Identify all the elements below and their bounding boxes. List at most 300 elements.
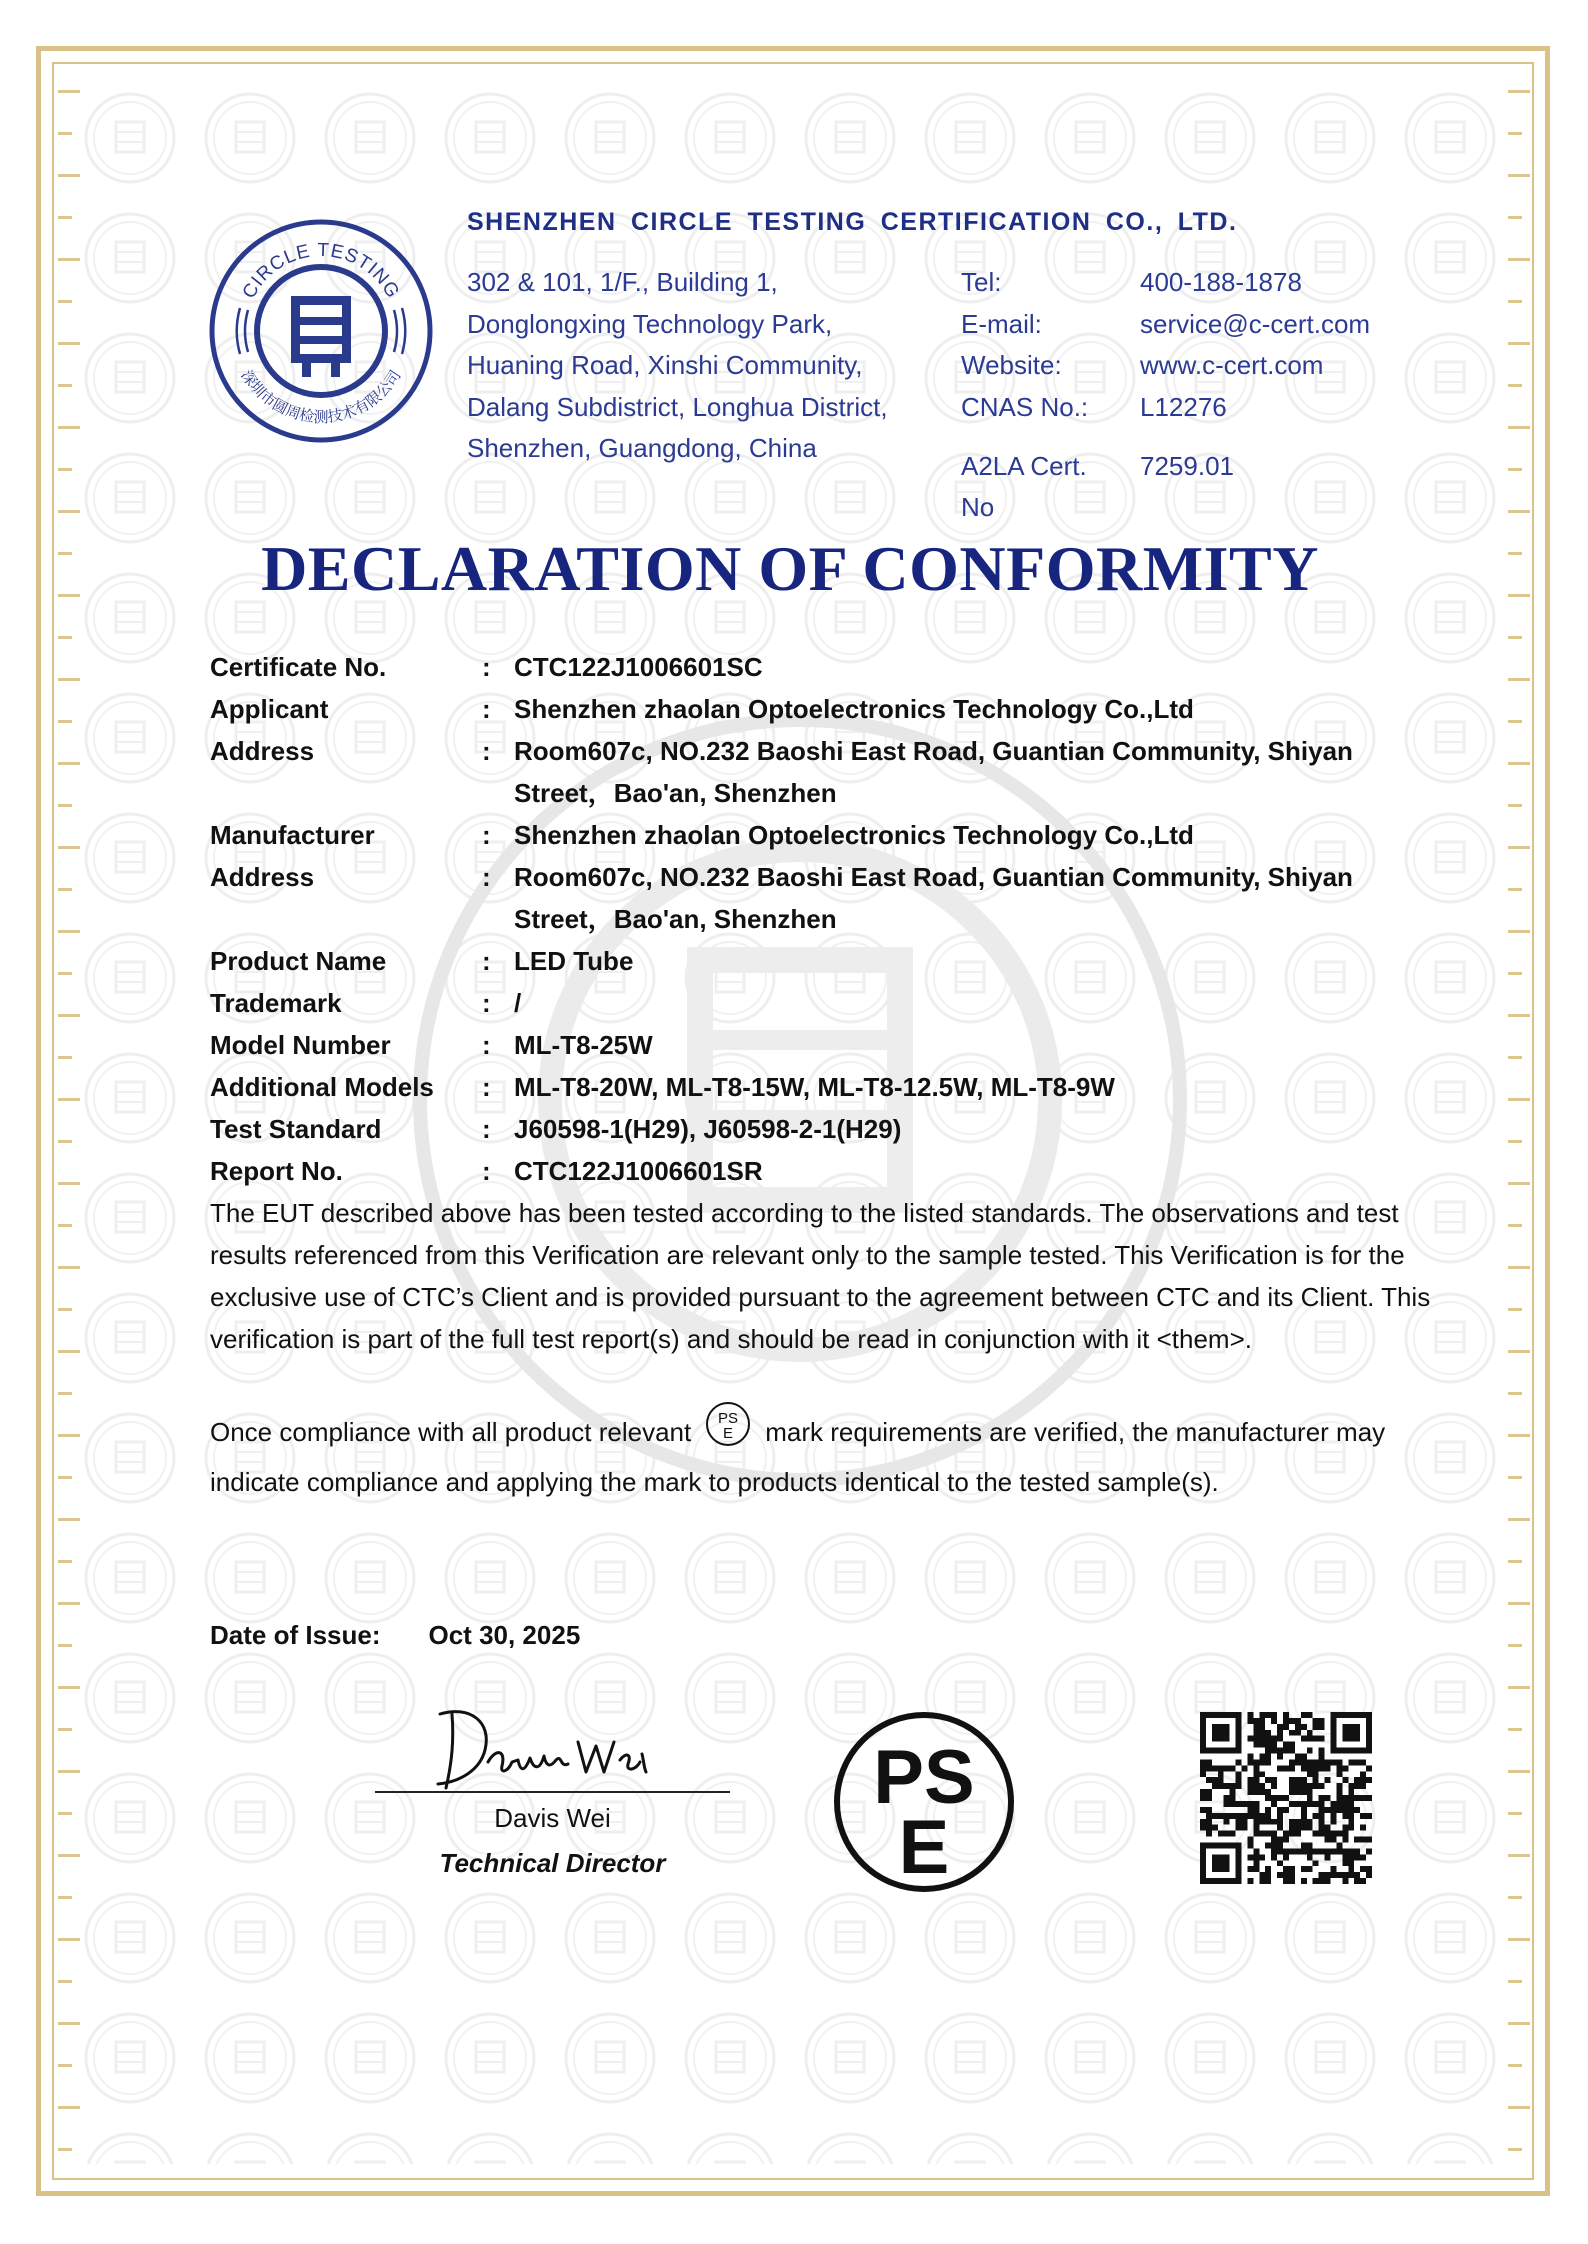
qr-module xyxy=(1307,1712,1313,1718)
qr-module xyxy=(1283,1807,1289,1813)
qr-module xyxy=(1218,1831,1224,1837)
qr-module xyxy=(1253,1789,1259,1795)
contact-label: CNAS No.: xyxy=(961,391,1089,422)
pse-big-bottom: E xyxy=(898,1805,950,1890)
qr-module xyxy=(1289,1848,1295,1854)
qr-module xyxy=(1259,1759,1265,1765)
qr-module xyxy=(1265,1759,1271,1765)
qr-module xyxy=(1283,1831,1289,1837)
qr-module xyxy=(1271,1748,1277,1754)
qr-module xyxy=(1283,1866,1289,1872)
qr-module xyxy=(1200,1807,1206,1813)
qr-module xyxy=(1271,1742,1277,1748)
qr-module xyxy=(1265,1754,1271,1760)
qr-module xyxy=(1289,1831,1295,1837)
qr-module xyxy=(1348,1807,1354,1813)
qr-module xyxy=(1336,1783,1342,1789)
qr-module xyxy=(1206,1765,1212,1771)
qr-module xyxy=(1366,1765,1372,1771)
qr-module xyxy=(1242,1765,1248,1771)
date-label: Date of Issue: xyxy=(210,1620,381,1650)
qr-module xyxy=(1247,1712,1253,1718)
qr-module xyxy=(1307,1783,1313,1789)
qr-module xyxy=(1253,1777,1259,1783)
qr-module xyxy=(1271,1795,1277,1801)
qr-module xyxy=(1289,1819,1295,1825)
qr-module xyxy=(1354,1837,1360,1843)
contact-value: service@c-cert.com xyxy=(1140,308,1371,339)
date-of-issue xyxy=(210,1620,580,1651)
qr-module xyxy=(1360,1813,1366,1819)
qr-module xyxy=(1265,1813,1271,1819)
qr-module xyxy=(1366,1837,1372,1843)
qr-module xyxy=(1259,1813,1265,1819)
qr-module xyxy=(1313,1777,1319,1783)
qr-module xyxy=(1265,1872,1271,1878)
qr-module xyxy=(1307,1736,1313,1742)
qr-module xyxy=(1354,1795,1360,1801)
contact-row xyxy=(961,387,1370,429)
qr-module xyxy=(1348,1789,1354,1795)
qr-module xyxy=(1253,1765,1259,1771)
qr-module xyxy=(1277,1848,1283,1854)
qr-module xyxy=(1360,1854,1366,1860)
qr-module xyxy=(1200,1795,1206,1801)
qr-module xyxy=(1336,1771,1342,1777)
qr-module xyxy=(1247,1736,1253,1742)
qr-module xyxy=(1247,1837,1253,1843)
qr-module xyxy=(1319,1848,1325,1854)
qr-module xyxy=(1230,1831,1236,1837)
field-separator: : xyxy=(482,1072,491,1102)
qr-module xyxy=(1295,1831,1301,1837)
qr-module xyxy=(1325,1837,1331,1843)
qr-module xyxy=(1277,1807,1283,1813)
qr-module xyxy=(1295,1825,1301,1831)
qr-module xyxy=(1301,1813,1307,1819)
qr-module xyxy=(1283,1854,1289,1860)
qr-module xyxy=(1366,1872,1372,1878)
qr-module xyxy=(1200,1825,1206,1831)
field-label: Certificate No. xyxy=(210,652,387,682)
qr-module xyxy=(1301,1765,1307,1771)
qr-module xyxy=(1271,1783,1277,1789)
field-label: Trademark xyxy=(210,988,342,1018)
qr-module xyxy=(1336,1801,1342,1807)
qr-module xyxy=(1253,1866,1259,1872)
qr-module xyxy=(1259,1872,1265,1878)
address-line: Shenzhen, Guangdong, China xyxy=(467,433,817,463)
qr-module xyxy=(1283,1795,1289,1801)
qr-module xyxy=(1313,1724,1319,1730)
qr-module xyxy=(1277,1795,1283,1801)
qr-module xyxy=(1253,1759,1259,1765)
qr-module xyxy=(1319,1765,1325,1771)
qr-module xyxy=(1277,1813,1283,1819)
qr-module xyxy=(1259,1771,1265,1777)
qr-module xyxy=(1301,1842,1307,1848)
signatory-name: Davis Wei xyxy=(494,1803,611,1833)
qr-module xyxy=(1242,1825,1248,1831)
qr-module xyxy=(1271,1777,1277,1783)
qr-module xyxy=(1218,1783,1224,1789)
a2la-label: A2LA Cert. No xyxy=(961,451,1087,522)
qr-module xyxy=(1366,1813,1372,1819)
field-row xyxy=(210,1066,1450,1108)
qr-module xyxy=(1366,1848,1372,1854)
qr-module xyxy=(1295,1754,1301,1760)
qr-module xyxy=(1319,1748,1325,1754)
field-separator: : xyxy=(482,694,491,724)
qr-module xyxy=(1259,1783,1265,1789)
qr-module xyxy=(1247,1878,1253,1884)
qr-module xyxy=(1206,1831,1212,1837)
qr-module xyxy=(1212,1813,1218,1819)
qr-module xyxy=(1224,1765,1230,1771)
qr-module xyxy=(1277,1748,1283,1754)
qr-module xyxy=(1289,1825,1295,1831)
qr-module xyxy=(1319,1754,1325,1760)
qr-module xyxy=(1330,1866,1336,1872)
qr-module xyxy=(1271,1837,1277,1843)
qr-module xyxy=(1325,1807,1331,1813)
qr-module xyxy=(1330,1872,1336,1878)
field-value: Shenzhen zhaolan Optoelectronics Technology Co.,Ltd xyxy=(514,694,1194,724)
field-separator: : xyxy=(482,1030,491,1060)
qr-module xyxy=(1313,1848,1319,1854)
contact-label: Tel: xyxy=(961,267,1002,297)
qr-module xyxy=(1289,1789,1295,1795)
qr-module xyxy=(1253,1783,1259,1789)
qr-module xyxy=(1319,1878,1325,1884)
qr-module xyxy=(1253,1848,1259,1854)
qr-module xyxy=(1360,1878,1366,1884)
qr-module xyxy=(1224,1783,1230,1789)
field-separator: : xyxy=(482,988,491,1018)
field-value: / xyxy=(514,988,522,1018)
pse-big-top: PS xyxy=(873,1735,975,1820)
contact-row xyxy=(961,304,1370,346)
qr-code xyxy=(1200,1712,1372,1884)
qr-module xyxy=(1289,1878,1295,1884)
qr-module xyxy=(1360,1783,1366,1789)
qr-module xyxy=(1259,1878,1265,1884)
qr-module xyxy=(1265,1730,1271,1736)
qr-module xyxy=(1236,1801,1242,1807)
qr-module xyxy=(1218,1765,1224,1771)
qr-module xyxy=(1366,1866,1372,1872)
qr-module xyxy=(1348,1801,1354,1807)
field-separator: : xyxy=(482,736,491,766)
qr-module xyxy=(1283,1872,1289,1878)
field-value: Shenzhen zhaolan Optoelectronics Technology Co.,Ltd xyxy=(514,820,1194,850)
field-label: Address xyxy=(210,862,315,892)
qr-module xyxy=(1283,1837,1289,1843)
qr-module xyxy=(1212,1783,1218,1789)
qr-module xyxy=(1319,1872,1325,1878)
qr-module xyxy=(1253,1730,1259,1736)
qr-module xyxy=(1253,1736,1259,1742)
qr-module xyxy=(1354,1777,1360,1783)
company-contacts xyxy=(961,262,1370,428)
qr-module xyxy=(1265,1807,1271,1813)
qr-module xyxy=(1313,1831,1319,1837)
qr-module xyxy=(1206,1789,1212,1795)
qr-module xyxy=(1271,1736,1277,1742)
logo-text-en: CIRCLE TESTING xyxy=(238,239,404,303)
qr-module xyxy=(1307,1854,1313,1860)
qr-module xyxy=(1271,1819,1277,1825)
field-value: LED Tube xyxy=(514,946,634,976)
field-separator: : xyxy=(482,652,491,682)
qr-finder xyxy=(1342,1724,1360,1742)
qr-module xyxy=(1307,1848,1313,1854)
qr-module xyxy=(1289,1718,1295,1724)
pse-inline-top: PS xyxy=(718,1410,739,1428)
qr-module xyxy=(1212,1765,1218,1771)
qr-module xyxy=(1265,1819,1271,1825)
qr-module xyxy=(1325,1765,1331,1771)
qr-module xyxy=(1342,1854,1348,1860)
qr-module xyxy=(1289,1748,1295,1754)
qr-module xyxy=(1336,1789,1342,1795)
qr-module xyxy=(1259,1854,1265,1860)
qr-module xyxy=(1360,1777,1366,1783)
field-label: Applicant xyxy=(210,694,329,724)
qr-module xyxy=(1325,1848,1331,1854)
qr-module xyxy=(1242,1801,1248,1807)
qr-module xyxy=(1253,1771,1259,1777)
qr-module xyxy=(1307,1748,1313,1754)
qr-module xyxy=(1354,1848,1360,1854)
field-separator: : xyxy=(482,1114,491,1144)
qr-module xyxy=(1319,1795,1325,1801)
qr-module xyxy=(1212,1825,1218,1831)
qr-module xyxy=(1259,1712,1265,1718)
qr-module xyxy=(1289,1759,1295,1765)
qr-module xyxy=(1319,1718,1325,1724)
qr-module xyxy=(1242,1813,1248,1819)
qr-module xyxy=(1330,1807,1336,1813)
contact-row xyxy=(961,262,1370,304)
qr-module xyxy=(1277,1724,1283,1730)
svg-text:CIRCLE TESTING xyxy=(239,240,404,302)
qr-module xyxy=(1348,1783,1354,1789)
qr-finder xyxy=(1212,1724,1230,1742)
field-value: ML-T8-25W xyxy=(514,1030,653,1060)
qr-module xyxy=(1230,1765,1236,1771)
address-line: 302 & 101, 1/F., Building 1, xyxy=(467,267,778,297)
qr-module xyxy=(1336,1795,1342,1801)
qr-module xyxy=(1354,1878,1360,1884)
field-label: Address xyxy=(210,736,315,766)
qr-module xyxy=(1265,1831,1271,1837)
qr-module xyxy=(1259,1819,1265,1825)
qr-module xyxy=(1360,1795,1366,1801)
qr-module xyxy=(1200,1771,1206,1777)
qr-module xyxy=(1206,1795,1212,1801)
qr-module xyxy=(1336,1759,1342,1765)
field-separator: : xyxy=(482,946,491,976)
qr-module xyxy=(1283,1742,1289,1748)
qr-module xyxy=(1289,1866,1295,1872)
qr-module xyxy=(1277,1872,1283,1878)
qr-module xyxy=(1307,1866,1313,1872)
qr-module xyxy=(1236,1783,1242,1789)
qr-module xyxy=(1271,1854,1277,1860)
qr-module xyxy=(1348,1819,1354,1825)
qr-module xyxy=(1283,1748,1289,1754)
qr-module xyxy=(1283,1718,1289,1724)
qr-module xyxy=(1253,1860,1259,1866)
qr-module xyxy=(1265,1748,1271,1754)
qr-module xyxy=(1319,1801,1325,1807)
qr-module xyxy=(1319,1825,1325,1831)
qr-module xyxy=(1342,1777,1348,1783)
company-logo xyxy=(208,218,434,444)
qr-module xyxy=(1354,1872,1360,1878)
qr-module xyxy=(1206,1813,1212,1819)
qr-module xyxy=(1313,1783,1319,1789)
qr-module xyxy=(1265,1777,1271,1783)
certificate-fields xyxy=(210,646,1450,1192)
qr-module xyxy=(1283,1724,1289,1730)
qr-module xyxy=(1265,1795,1271,1801)
contact-value: 400-188-1878 xyxy=(1140,267,1302,297)
qr-module xyxy=(1325,1825,1331,1831)
address-line: Dalang Subdistrict, Longhua District, xyxy=(467,391,888,422)
field-separator: : xyxy=(482,1156,491,1186)
compliance-text-after: mark requirements are verified, the manufacturer may indicate compliance and applying the mark to products identical to the tested sample(s). xyxy=(210,1417,1386,1498)
contact-label: E-mail: xyxy=(961,308,1042,339)
field-row xyxy=(210,1108,1450,1150)
qr-module xyxy=(1360,1771,1366,1777)
qr-module xyxy=(1348,1825,1354,1831)
qr-module xyxy=(1253,1724,1259,1730)
field-value: Room607c, NO.232 Baoshi East Road, Guantian Community, Shiyan Street，Bao'an, Shenzhen xyxy=(514,862,1353,934)
qr-module xyxy=(1289,1872,1295,1878)
signature-text: Davis Wei xyxy=(430,1700,435,1701)
contact-label: Website: xyxy=(961,350,1062,380)
qr-module xyxy=(1330,1819,1336,1825)
qr-module xyxy=(1247,1759,1253,1765)
qr-module xyxy=(1247,1789,1253,1795)
qr-module xyxy=(1319,1807,1325,1813)
qr-module xyxy=(1230,1789,1236,1795)
qr-module xyxy=(1253,1718,1259,1724)
qr-module xyxy=(1259,1754,1265,1760)
qr-module xyxy=(1342,1765,1348,1771)
company-address xyxy=(467,262,888,470)
qr-module xyxy=(1277,1837,1283,1843)
qr-module xyxy=(1301,1825,1307,1831)
qr-module xyxy=(1354,1854,1360,1860)
qr-module xyxy=(1283,1765,1289,1771)
qr-module xyxy=(1236,1759,1242,1765)
field-value: CTC122J1006601SR xyxy=(514,1156,763,1186)
field-label: Report No. xyxy=(210,1156,343,1186)
qr-module xyxy=(1259,1736,1265,1742)
field-row xyxy=(210,940,1450,982)
qr-module xyxy=(1206,1825,1212,1831)
qr-module xyxy=(1277,1765,1283,1771)
qr-module xyxy=(1265,1712,1271,1718)
qr-module xyxy=(1301,1819,1307,1825)
qr-module xyxy=(1253,1831,1259,1837)
field-label: Manufacturer xyxy=(210,820,375,850)
qr-module xyxy=(1295,1819,1301,1825)
qr-module xyxy=(1342,1860,1348,1866)
qr-module xyxy=(1247,1754,1253,1760)
qr-module xyxy=(1289,1783,1295,1789)
qr-module xyxy=(1247,1854,1253,1860)
qr-module xyxy=(1295,1777,1301,1783)
qr-module xyxy=(1247,1842,1253,1848)
qr-module xyxy=(1342,1801,1348,1807)
qr-module xyxy=(1342,1872,1348,1878)
qr-module xyxy=(1301,1807,1307,1813)
qr-module xyxy=(1236,1771,1242,1777)
field-label: Product Name xyxy=(210,946,387,976)
qr-module xyxy=(1301,1777,1307,1783)
contact-row xyxy=(961,345,1370,387)
qr-module xyxy=(1247,1801,1253,1807)
qr-module xyxy=(1348,1848,1354,1854)
qr-module xyxy=(1336,1807,1342,1813)
qr-module xyxy=(1295,1724,1301,1730)
qr-module xyxy=(1330,1837,1336,1843)
qr-finder xyxy=(1212,1854,1230,1872)
qr-module xyxy=(1342,1813,1348,1819)
qr-module xyxy=(1301,1848,1307,1854)
qr-module xyxy=(1307,1730,1313,1736)
qr-module xyxy=(1307,1819,1313,1825)
qr-module xyxy=(1265,1789,1271,1795)
signature xyxy=(430,1700,650,1800)
qr-module xyxy=(1319,1819,1325,1825)
qr-module xyxy=(1259,1724,1265,1730)
qr-module xyxy=(1319,1813,1325,1819)
qr-module xyxy=(1277,1730,1283,1736)
qr-module xyxy=(1301,1736,1307,1742)
qr-module xyxy=(1307,1795,1313,1801)
qr-module xyxy=(1212,1777,1218,1783)
pse-mark-icon xyxy=(705,1401,751,1447)
qr-module xyxy=(1313,1801,1319,1807)
qr-module xyxy=(1271,1801,1277,1807)
qr-module xyxy=(1325,1759,1331,1765)
qr-module xyxy=(1200,1789,1206,1795)
qr-module xyxy=(1283,1878,1289,1884)
qr-module xyxy=(1247,1807,1253,1813)
qr-module xyxy=(1259,1742,1265,1748)
qr-module xyxy=(1271,1842,1277,1848)
qr-module xyxy=(1295,1730,1301,1736)
qr-module xyxy=(1330,1831,1336,1837)
qr-module xyxy=(1348,1860,1354,1866)
qr-module xyxy=(1271,1848,1277,1854)
logo-text-cn: 深圳市圆周检测技术有限公司 xyxy=(237,366,405,426)
qr-module xyxy=(1307,1801,1313,1807)
qr-module xyxy=(1289,1765,1295,1771)
qr-module xyxy=(1325,1878,1331,1884)
field-separator: : xyxy=(482,862,491,892)
qr-module xyxy=(1360,1837,1366,1843)
qr-module xyxy=(1301,1754,1307,1760)
qr-module xyxy=(1313,1718,1319,1724)
qr-module xyxy=(1342,1837,1348,1843)
document-title xyxy=(0,532,1588,606)
